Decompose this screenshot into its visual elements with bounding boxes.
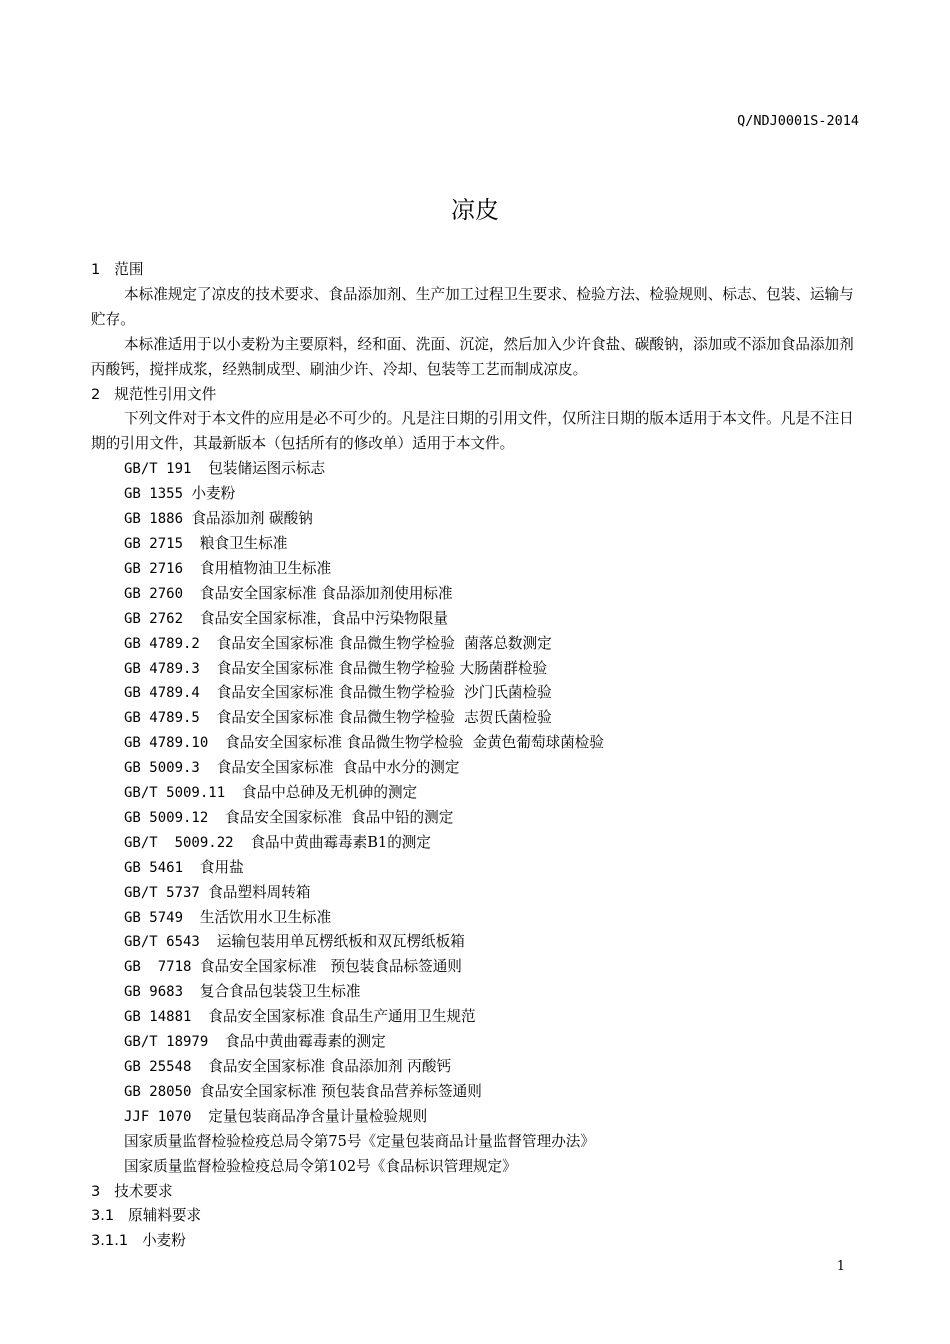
reference-item (91, 955, 868, 980)
paragraph: 本标准适用于以小麦粉为主要原料，经和面、洗面、沉淀，然后加入少许食盐、碳酸钠，添加或不添加食品添加剂丙酸钙，搅拌成浆，经熟制成型、刷油少许、冷却、包装等工艺而制成凉皮。 (91, 335, 854, 378)
section-number: 1 (91, 261, 101, 278)
subsection-3-1-heading (91, 1204, 868, 1229)
reference-code: GB/T 6543 (124, 934, 200, 951)
subsection-number: 3.1.1 (91, 1232, 129, 1250)
reference-title: 食品塑料周转箱 (208, 883, 311, 901)
reference-item (91, 831, 868, 856)
reference-list (91, 457, 868, 1179)
reference-title: 食品安全国家标准 食品中水分的测定 (216, 759, 460, 777)
reference-title: 食品安全国家标准 预包装食品营养标签通则 (199, 1082, 482, 1100)
reference-code: GB 14881 (124, 1009, 192, 1026)
reference-title: 运输包装用单瓦楞纸板和双瓦楞纸板箱 (216, 933, 465, 951)
reference-title: 食品安全国家标准，食品中污染物限量 (199, 609, 448, 627)
reference-title: 食品中黄曲霉毒素的测定 (225, 1033, 386, 1051)
reference-code: GB/T 5009.11 (124, 785, 226, 802)
reference-item (91, 1055, 868, 1080)
document-body (91, 258, 868, 1254)
reference-item (91, 731, 868, 756)
section-number: 3 (91, 1182, 101, 1200)
reference-item (91, 1105, 868, 1130)
section-number: 2 (91, 385, 101, 403)
reference-title: 食品中总砷及无机砷的测定 (242, 784, 418, 802)
reference-title: 食品安全国家标准 食品中铅的测定 (225, 808, 454, 826)
subsection-title: 小麦粉 (142, 1232, 186, 1250)
reference-gap (191, 1009, 208, 1025)
reference-item (91, 1005, 868, 1030)
reference-item (91, 806, 868, 831)
reference-item (91, 582, 868, 607)
reference-gap (191, 1059, 208, 1075)
reference-item (91, 557, 868, 582)
page-number: 1 (836, 1259, 845, 1274)
reference-code: GB 2715 (124, 535, 184, 552)
reference-code: GB 1886 (124, 511, 184, 528)
reference-gap (200, 661, 217, 677)
reference-item (91, 706, 868, 731)
reference-item (91, 632, 868, 657)
reference-item (91, 1130, 868, 1155)
reference-code: GB 28050 (124, 1083, 192, 1100)
reference-gap (183, 561, 200, 577)
reference-gap (208, 1034, 225, 1050)
reference-code: GB 5009.12 (124, 809, 209, 826)
section-title: 范围 (114, 261, 144, 278)
reference-item (91, 1030, 868, 1055)
reference-item (91, 930, 868, 955)
reference-gap (208, 810, 225, 826)
paragraph: 下列文件对于本文件的应用是必不可少的。凡是注日期的引用文件，仅所注日期的版本适用于本文件。凡是不注日期的引用文件，其最新版本（包括所有的修改单）适用于本文件。 (91, 410, 854, 453)
reference-code: GB 1355 (124, 486, 184, 503)
reference-code: GB 4789.3 (124, 660, 200, 677)
reference-code: GB 4789.4 (124, 685, 200, 702)
reference-title: 食品中黄曲霉毒素B1的测定 (250, 833, 431, 851)
reference-code: GB/T 191 (124, 461, 192, 478)
reference-title: 小麦粉 (191, 485, 236, 503)
reference-code: GB/T 18979 (124, 1034, 209, 1051)
reference-code: GB/T 5009.22 (124, 834, 234, 851)
reference-gap (191, 1084, 199, 1100)
reference-title: 食品安全国家标准 食品生产通用卫生规范 (208, 1008, 476, 1026)
subsection-title: 原辅料要求 (128, 1207, 202, 1225)
section-title: 技术要求 (114, 1182, 173, 1200)
reference-code: GB 7718 (124, 959, 192, 976)
reference-item (91, 881, 868, 906)
section-title: 规范性引用文件 (114, 385, 217, 403)
reference-title: 包装储运图示标志 (208, 460, 326, 478)
reference-code: GB 25548 (124, 1059, 192, 1075)
reference-item (91, 906, 868, 931)
reference-title: 粮食卫生标准 (199, 534, 288, 552)
section-1-heading (91, 258, 868, 283)
reference-title: 食品安全国家标准 食品添加剂 丙酸钙 (208, 1058, 452, 1075)
reference-code: GB 2762 (124, 610, 184, 627)
reference-title: 食品安全国家标准 预包装食品标签通则 (199, 958, 462, 976)
reference-gap (183, 536, 200, 552)
reference-gap (200, 636, 217, 652)
reference-item (91, 657, 868, 682)
reference-code: GB 5749 (124, 909, 184, 926)
reference-title: 食品安全国家标准 食品微生物学检验 大肠菌群检验 (216, 659, 548, 677)
reference-item (91, 681, 868, 706)
reference-code: GB 9683 (124, 984, 184, 1001)
reference-gap (200, 760, 217, 776)
reference-title: 国家质量监督检验检疫总局令第102号《食品标识管理规定》 (124, 1157, 517, 1175)
reference-code: JJF 1070 (124, 1108, 192, 1125)
reference-gap (225, 785, 242, 801)
reference-code: GB 4789.10 (124, 735, 209, 752)
reference-title: 食品添加剂 碳酸钠 (191, 510, 313, 528)
paragraph: 本标准规定了凉皮的技术要求、食品添加剂、生产加工过程卫生要求、检验方法、检验规则、标志、包装、运输与贮存。 (91, 285, 854, 328)
reference-title: 复合食品包装袋卫生标准 (199, 983, 361, 1001)
reference-title: 食用盐 (199, 858, 244, 876)
reference-gap (183, 611, 200, 627)
section-2-heading (91, 383, 868, 408)
reference-item (91, 1080, 868, 1105)
reference-item (91, 507, 868, 532)
reference-item (91, 980, 868, 1005)
reference-title: 食用植物油卫生标准 (199, 559, 332, 577)
reference-item (91, 1155, 868, 1180)
reference-item (91, 856, 868, 881)
document-code: Q/NDJ0001S-2014 (737, 113, 859, 129)
reference-title: 食品安全国家标准 食品添加剂使用标准 (199, 584, 453, 602)
reference-title: 国家质量监督检验检疫总局令第75号《定量包装商品计量监督管理办法》 (124, 1132, 595, 1150)
reference-gap (234, 835, 251, 851)
reference-gap (183, 984, 200, 1000)
reference-gap (200, 934, 217, 950)
section-3-heading (91, 1180, 868, 1205)
reference-item (91, 532, 868, 557)
reference-item (91, 756, 868, 781)
reference-title: 食品安全国家标准 食品微生物学检验 金黄色葡萄球菌检验 (225, 734, 604, 752)
subsection-3-1-1-heading (91, 1229, 868, 1254)
subsection-number: 3.1 (91, 1207, 115, 1225)
reference-gap (191, 1109, 208, 1125)
reference-title: 生活饮用水卫生标准 (199, 908, 332, 926)
reference-code: GB 5461 (124, 859, 184, 876)
reference-code: GB 2760 (124, 585, 184, 602)
reference-gap (183, 910, 200, 926)
reference-item (91, 457, 868, 482)
reference-code: GB/T 5737 (124, 884, 200, 901)
reference-gap (191, 461, 208, 477)
reference-gap (183, 586, 200, 602)
reference-gap (191, 959, 199, 975)
reference-code: GB 5009.3 (124, 760, 200, 777)
reference-gap (208, 735, 225, 751)
reference-item (91, 607, 868, 632)
document-title: 凉皮 (451, 196, 499, 224)
reference-code: GB 2716 (124, 560, 184, 577)
reference-item (91, 781, 868, 806)
reference-gap (183, 860, 200, 876)
reference-title: 食品安全国家标准 食品微生物学检验 志贺氏菌检验 (216, 709, 552, 727)
reference-gap (200, 710, 217, 726)
reference-item (91, 482, 868, 507)
reference-gap (200, 685, 217, 701)
reference-title: 食品安全国家标准 食品微生物学检验 菌落总数测定 (216, 634, 552, 652)
reference-title: 定量包装商品净含量计量检验规则 (208, 1107, 428, 1125)
reference-code: GB 4789.2 (124, 635, 200, 652)
reference-code: GB 4789.5 (124, 710, 200, 727)
reference-title: 食品安全国家标准 食品微生物学检验 沙门氏菌检验 (216, 684, 552, 702)
